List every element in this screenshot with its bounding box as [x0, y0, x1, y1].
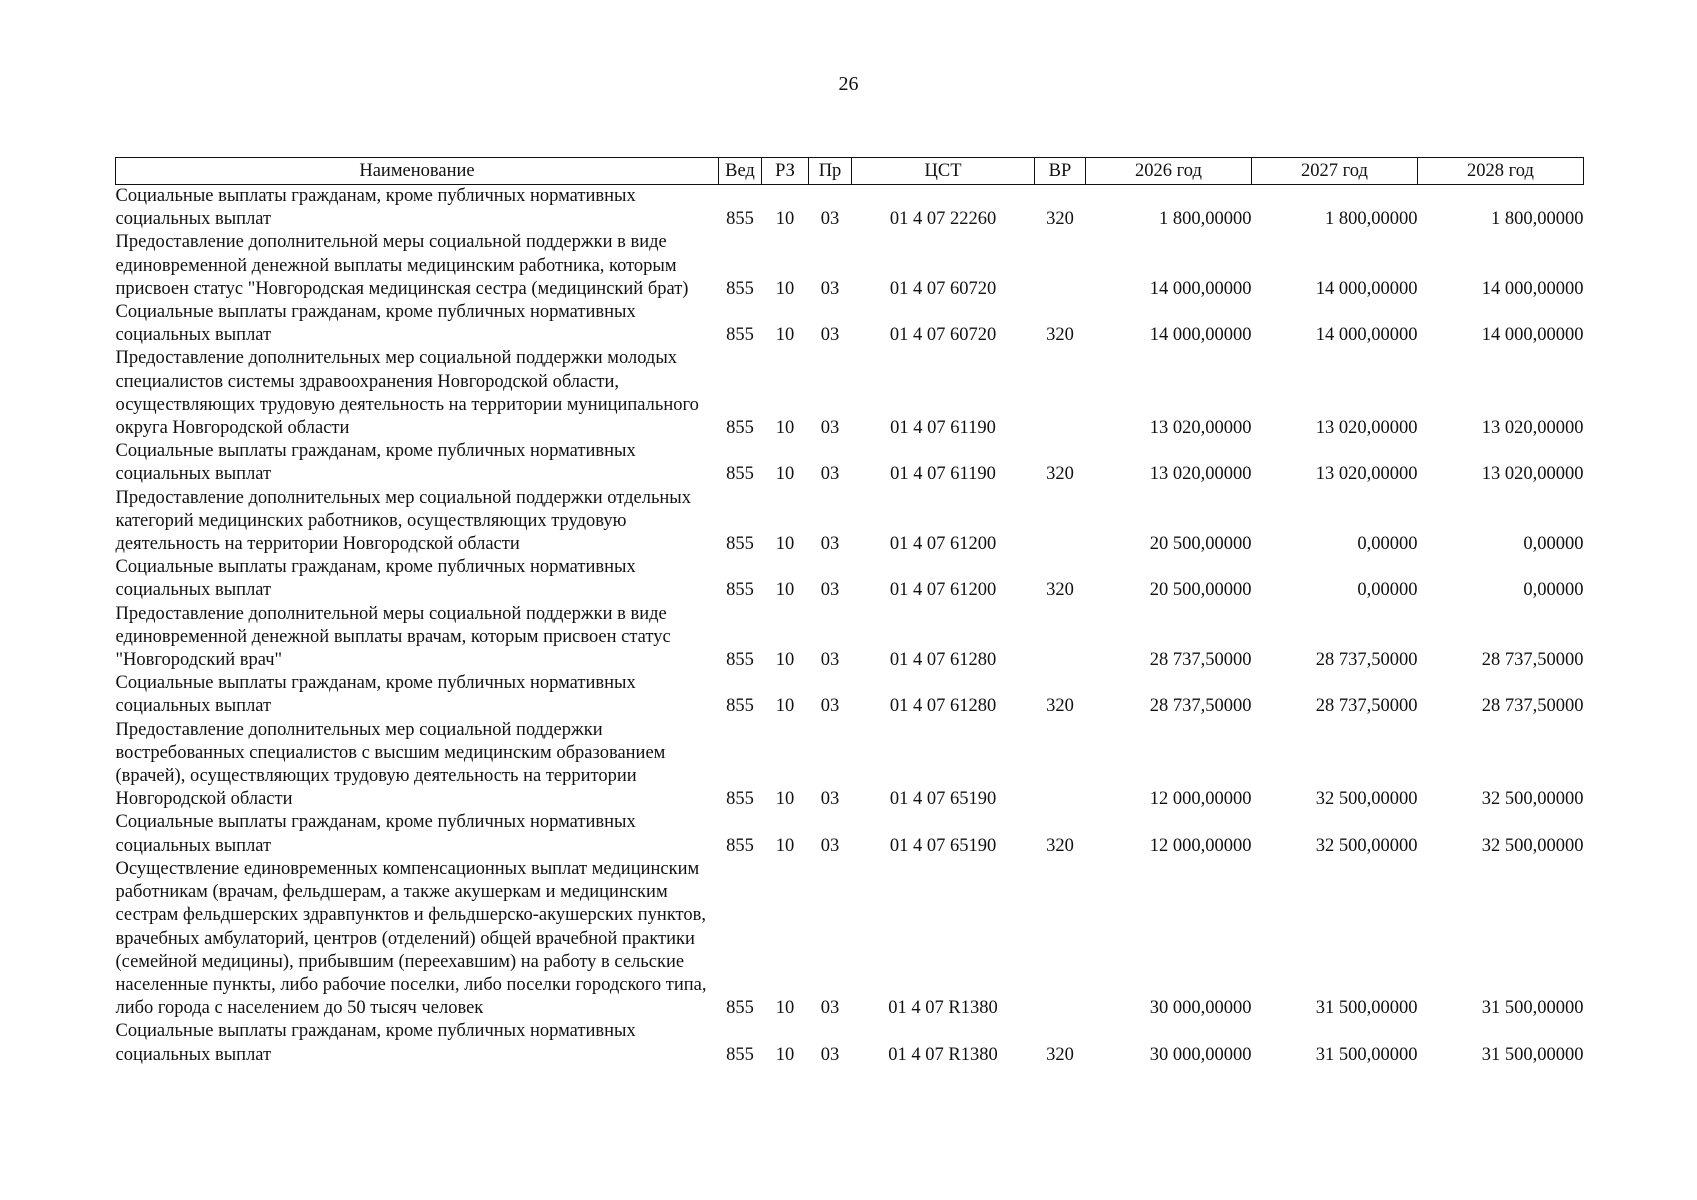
table-row: [116, 185, 1584, 232]
cell-rz: 10: [775, 998, 795, 1019]
cell-rz: 10: [775, 325, 795, 346]
cell-cst: 01 4 07 R1380: [888, 1044, 998, 1065]
cell-pr: 03: [820, 650, 840, 671]
cell-cst: 01 4 07 61280: [889, 696, 997, 717]
cell-2027: 32 500,00000: [1315, 789, 1418, 810]
cell-2028: 0,00000: [1523, 534, 1584, 555]
cell-2026: 30 000,00000: [1149, 998, 1252, 1019]
cell-2028: 31 500,00000: [1481, 998, 1584, 1019]
cell-2028: 0,00000: [1523, 580, 1584, 601]
cell-2027: 0,00000: [1357, 580, 1418, 601]
cell-ved: 855: [726, 789, 754, 810]
cell-name: Предоставление дополнительной меры социальной поддержки в виде единовременной денежной выплаты медицинским работника, которым присвоен статус "Новгородская медицинская сестра (медицинский брат): [115, 232, 689, 299]
cell-2028: 31 500,00000: [1481, 1044, 1584, 1065]
cell-pr: 03: [820, 534, 840, 555]
header-2027: 2027 год: [1252, 158, 1418, 185]
cell-vr: 320: [1046, 835, 1074, 856]
cell-vr: 320: [1046, 464, 1074, 485]
cell-name: Предоставление дополнительных мер социальной поддержки отдельных категорий медицинских работников, осуществляющих трудовую деятельность на территории Новгородской области: [115, 487, 691, 555]
cell-vr: 320: [1046, 696, 1074, 717]
page-number: 26: [838, 73, 859, 95]
cell-pr: 03: [820, 278, 840, 299]
cell-name: Социальные выплаты гражданам, кроме публичных нормативных социальных выплат: [115, 1021, 636, 1065]
cell-pr: 03: [820, 1044, 840, 1065]
cell-cst: 01 4 07 65190: [889, 835, 997, 856]
header-2026: 2026 год: [1086, 158, 1252, 185]
table-row: [116, 1020, 1584, 1066]
cell-2026: 28 737,50000: [1149, 650, 1252, 671]
table-row: [116, 231, 1584, 301]
cell-name: Социальные выплаты гражданам, кроме публичных нормативных социальных выплат: [115, 557, 636, 601]
cell-rz: 10: [775, 464, 795, 485]
cell-name: Социальные выплаты гражданам, кроме публичных нормативных социальных выплат: [115, 302, 636, 346]
table-row: [116, 301, 1584, 347]
table-row: [116, 556, 1584, 602]
cell-cst: 01 4 07 61190: [890, 418, 996, 439]
cell-2028: 13 020,00000: [1481, 418, 1584, 439]
cell-name: Социальные выплаты гражданам, кроме публичных нормативных социальных выплат: [115, 186, 636, 230]
cell-2026: 28 737,50000: [1149, 696, 1252, 717]
table-row: [116, 811, 1584, 857]
cell-cst: 01 4 07 61280: [889, 650, 997, 671]
cell-ved: 855: [726, 1044, 754, 1065]
cell-2027: 31 500,00000: [1315, 1044, 1418, 1065]
cell-cst: 01 4 07 61200: [889, 534, 997, 555]
cell-name: Осуществление единовременных компенсационных выплат медицинским работникам (врачам, фельдшерам, а также акушеркам и медицинским сестрам фельдшерских здравпунктов и фельдшерско-акушерских пунктов, врачебных амбулаторий, центров (отделений) общей врачебной практики (семейной медицины), прибывшим (переехавшим) на работу в сельские населенные пункты, либо рабочие поселки, либо поселки городского типа, либо города с населением до 50 тысяч человек: [115, 858, 707, 1019]
table-row: [116, 858, 1584, 1020]
cell-vr: [1035, 858, 1086, 1020]
header-vr: ВР: [1035, 158, 1086, 185]
cell-rz: 10: [775, 696, 795, 717]
table-row: [116, 719, 1584, 812]
cell-rz: 10: [775, 209, 795, 230]
cell-2027: 13 020,00000: [1315, 464, 1418, 485]
cell-rz: 10: [775, 650, 795, 671]
cell-vr: 320: [1046, 580, 1074, 601]
cell-2028: 14 000,00000: [1481, 278, 1584, 299]
cell-ved: 855: [726, 650, 754, 671]
cell-ved: 855: [726, 580, 754, 601]
cell-name: Предоставление дополнительной меры социальной поддержки в виде единовременной денежной выплаты врачам, которым присвоен статус "Новгородский врач": [115, 603, 671, 671]
cell-ved: 855: [726, 696, 754, 717]
cell-cst: 01 4 07 60720: [889, 278, 997, 299]
cell-2027: 1 800,00000: [1325, 209, 1418, 230]
cell-2027: 13 020,00000: [1315, 418, 1418, 439]
table-row: [116, 347, 1584, 440]
cell-name: Социальные выплаты гражданам, кроме публичных нормативных социальных выплат: [115, 673, 636, 717]
cell-pr: 03: [820, 325, 840, 346]
table-row: [116, 603, 1584, 673]
cell-2026: 1 800,00000: [1159, 209, 1252, 230]
cell-2028: 28 737,50000: [1481, 650, 1584, 671]
cell-2026: 12 000,00000: [1149, 789, 1252, 810]
cell-vr: [1035, 603, 1086, 673]
cell-cst: 01 4 07 61200: [889, 580, 997, 601]
cell-ved: 855: [726, 278, 754, 299]
cell-2027: 32 500,00000: [1315, 835, 1418, 856]
cell-cst: 01 4 07 65190: [889, 789, 997, 810]
cell-cst: 01 4 07 22260: [889, 209, 997, 230]
cell-pr: 03: [820, 998, 840, 1019]
cell-pr: 03: [820, 696, 840, 717]
table-row: [116, 487, 1584, 557]
cell-2026: 14 000,00000: [1149, 278, 1252, 299]
cell-pr: 03: [820, 789, 840, 810]
cell-2026: 14 000,00000: [1149, 325, 1252, 346]
cell-pr: 03: [820, 418, 840, 439]
header-rz: РЗ: [762, 158, 809, 185]
cell-cst: 01 4 07 61190: [890, 464, 996, 485]
cell-2027: 31 500,00000: [1315, 998, 1418, 1019]
cell-2028: 14 000,00000: [1481, 325, 1584, 346]
cell-rz: 10: [775, 418, 795, 439]
cell-2028: 32 500,00000: [1481, 835, 1584, 856]
cell-ved: 855: [726, 418, 754, 439]
cell-vr: 320: [1046, 325, 1074, 346]
cell-pr: 03: [820, 464, 840, 485]
table-row: [116, 672, 1584, 718]
cell-2026: 13 020,00000: [1149, 464, 1252, 485]
cell-rz: 10: [775, 1044, 795, 1065]
cell-2026: 13 020,00000: [1149, 418, 1252, 439]
cell-2027: 28 737,50000: [1315, 650, 1418, 671]
cell-2026: 20 500,00000: [1149, 580, 1252, 601]
cell-2028: 13 020,00000: [1481, 464, 1584, 485]
cell-ved: 855: [726, 534, 754, 555]
cell-2027: 14 000,00000: [1315, 278, 1418, 299]
cell-2027: 14 000,00000: [1315, 325, 1418, 346]
header-ved: Вед: [719, 158, 762, 185]
cell-pr: 03: [820, 580, 840, 601]
cell-rz: 10: [775, 789, 795, 810]
cell-name: Социальные выплаты гражданам, кроме публичных нормативных социальных выплат: [115, 441, 636, 485]
cell-2026: 30 000,00000: [1149, 1044, 1252, 1065]
cell-name: Предоставление дополнительных мер социальной поддержки молодых специалистов системы здравоохранения Новгородской области, осуществляющих трудовую деятельность на территории муниципального округа Новгородской области: [115, 348, 699, 439]
cell-ved: 855: [726, 998, 754, 1019]
cell-vr: [1035, 231, 1086, 301]
cell-vr: [1035, 719, 1086, 812]
cell-vr: 320: [1046, 1044, 1074, 1065]
cell-ved: 855: [726, 464, 754, 485]
cell-2028: 32 500,00000: [1481, 789, 1584, 810]
header-2028: 2028 год: [1418, 158, 1584, 185]
cell-2027: 28 737,50000: [1315, 696, 1418, 717]
cell-2028: 1 800,00000: [1491, 209, 1584, 230]
cell-rz: 10: [775, 534, 795, 555]
header-cst: ЦСТ: [852, 158, 1035, 185]
cell-2028: 28 737,50000: [1481, 696, 1584, 717]
cell-name: Социальные выплаты гражданам, кроме публичных нормативных социальных выплат: [115, 812, 636, 856]
cell-rz: 10: [775, 278, 795, 299]
header-pr: Пр: [809, 158, 852, 185]
cell-ved: 855: [726, 325, 754, 346]
cell-vr: [1035, 347, 1086, 440]
cell-ved: 855: [726, 209, 754, 230]
cell-2026: 20 500,00000: [1149, 534, 1252, 555]
table-body: [116, 185, 1584, 1067]
cell-name: Предоставление дополнительных мер социальной поддержки востребованных специалистов с высшим медицинским образованием (врачей), осуществляющих трудовую деятельность на территории Новгородской области: [115, 719, 666, 810]
cell-cst: 01 4 07 60720: [889, 325, 997, 346]
cell-ved: 855: [726, 835, 754, 856]
table-row: [116, 440, 1584, 486]
cell-vr: 320: [1046, 209, 1074, 230]
table-header-row: [116, 158, 1584, 185]
header-name: Наименование: [116, 158, 719, 185]
cell-cst: 01 4 07 R1380: [888, 998, 998, 1019]
cell-vr: [1035, 487, 1086, 557]
cell-2027: 0,00000: [1357, 534, 1418, 555]
cell-pr: 03: [820, 209, 840, 230]
cell-rz: 10: [775, 835, 795, 856]
budget-table: [115, 157, 1584, 1067]
cell-rz: 10: [775, 580, 795, 601]
cell-2026: 12 000,00000: [1149, 835, 1252, 856]
cell-pr: 03: [820, 835, 840, 856]
